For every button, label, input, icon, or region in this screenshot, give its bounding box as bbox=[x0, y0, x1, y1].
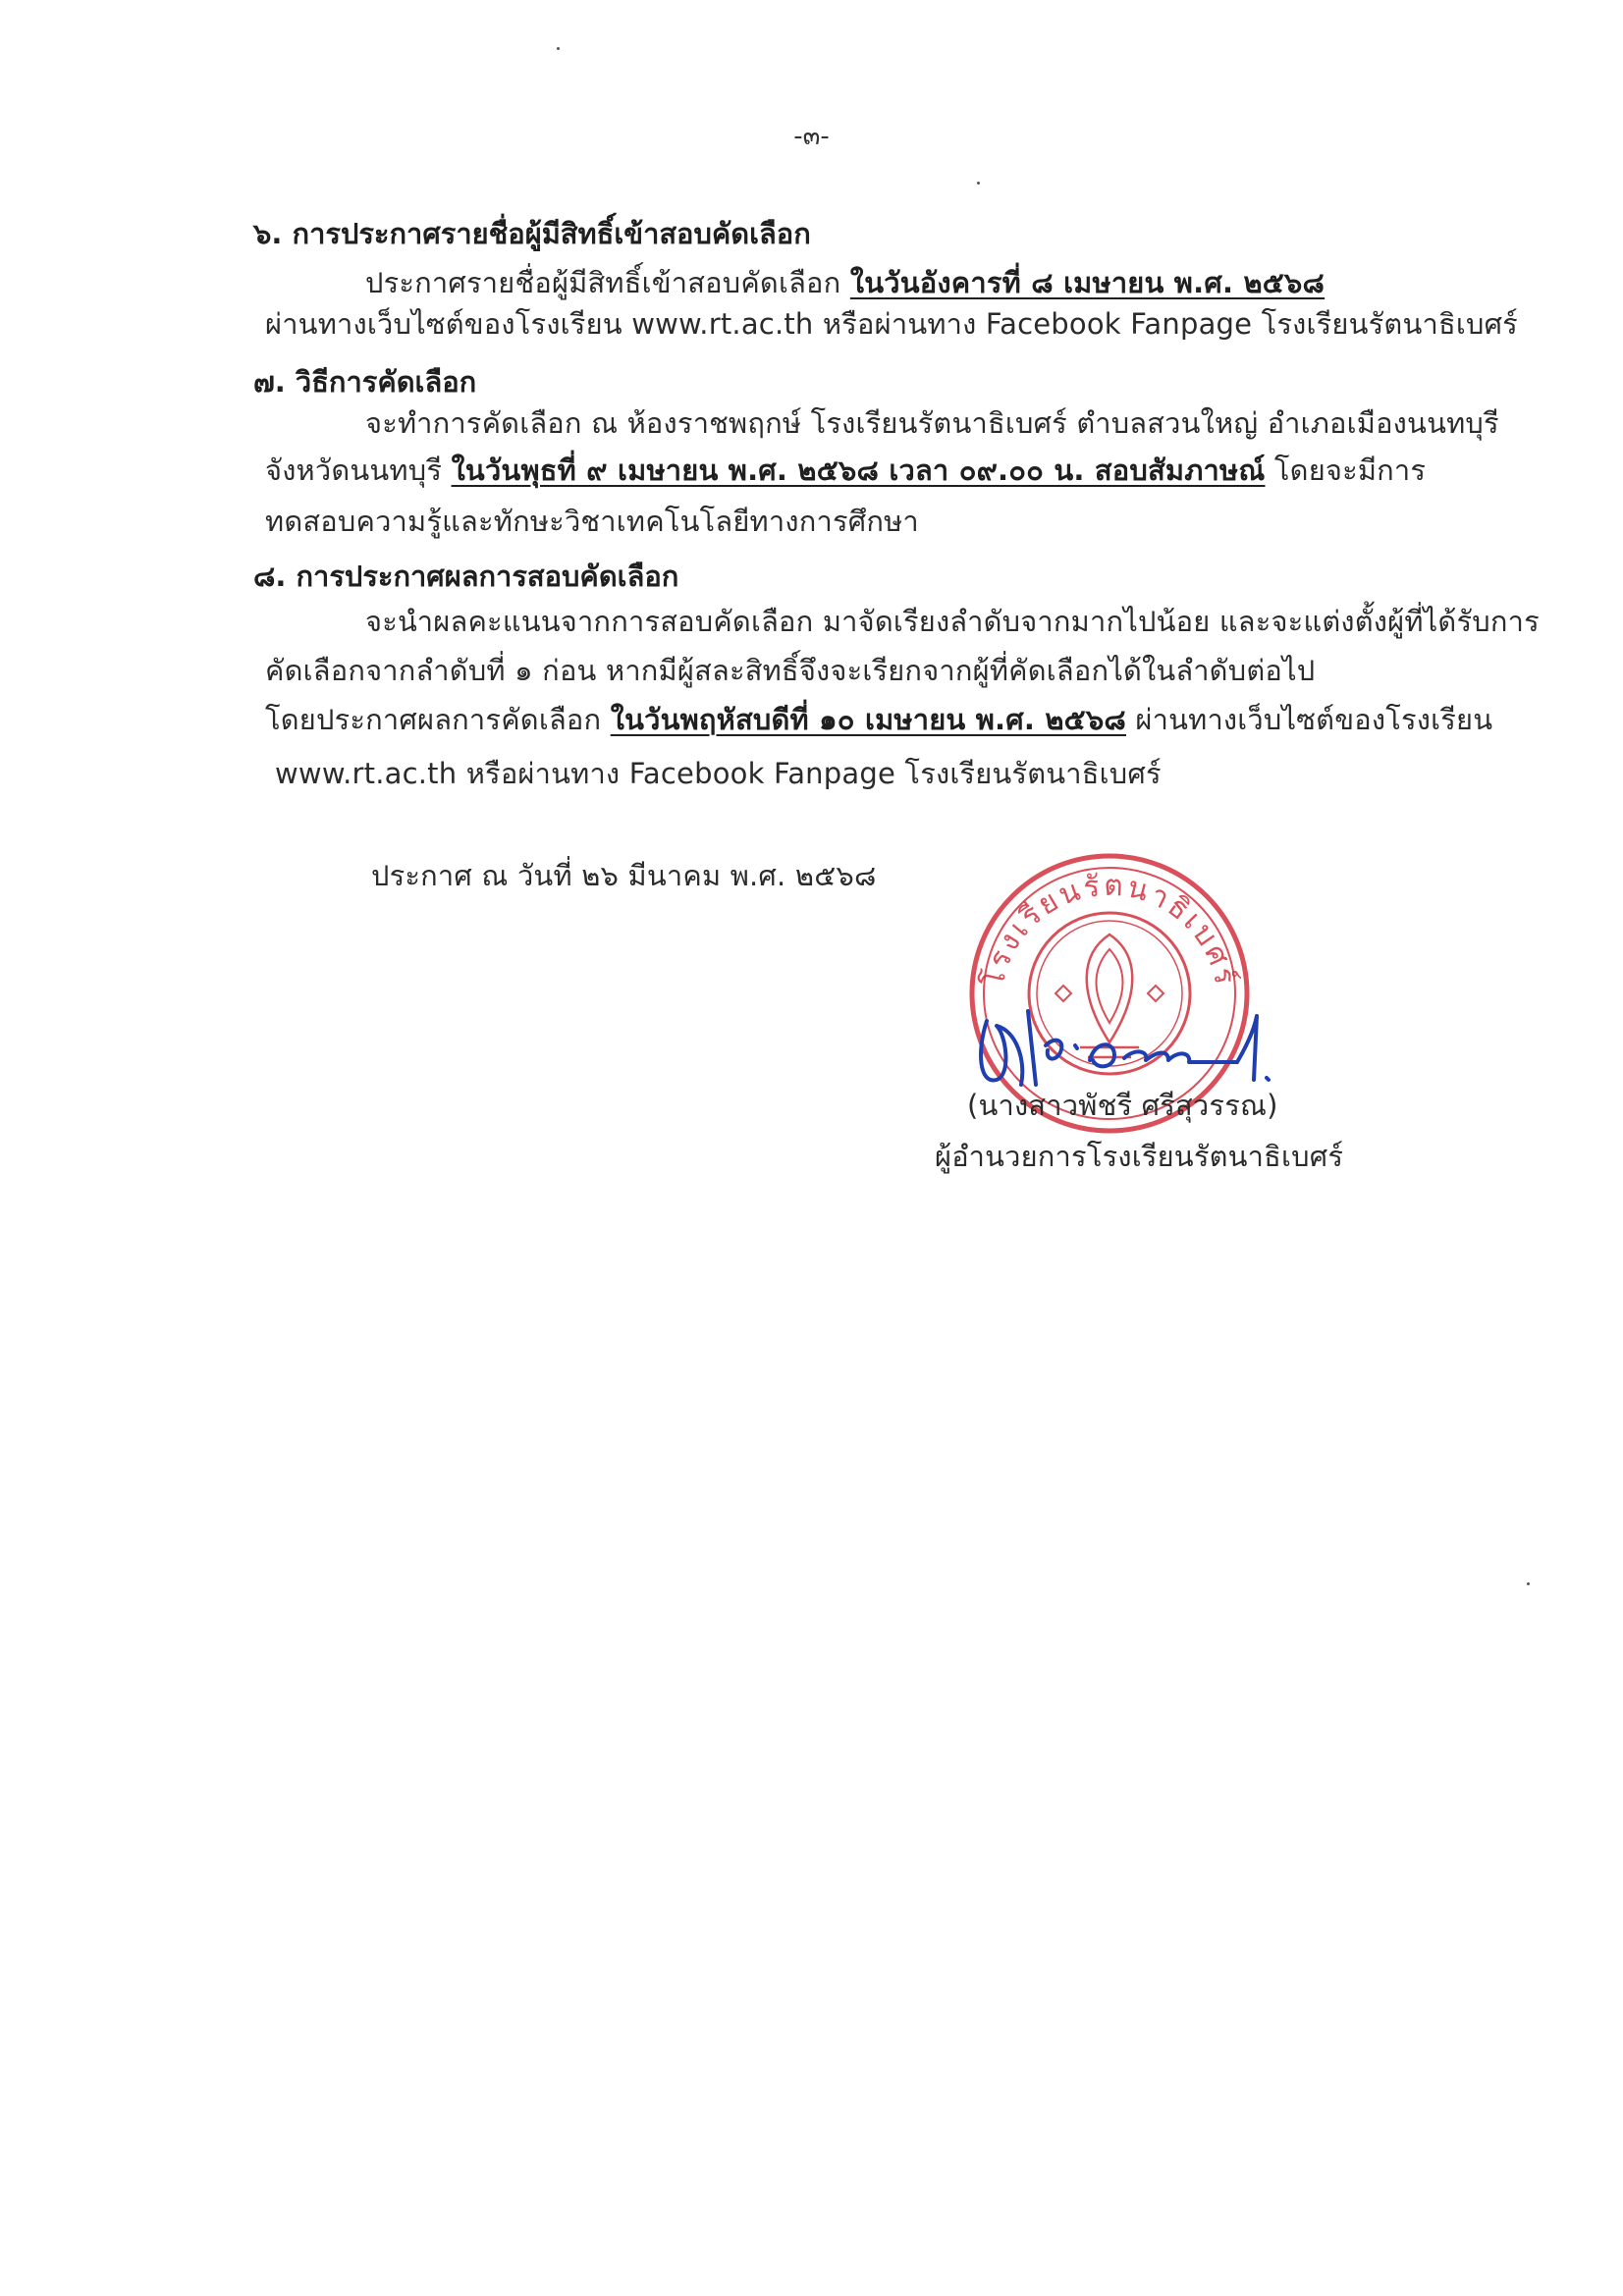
section-8-line-3-prefix: โดยประกาศผลการคัดเลือก bbox=[265, 703, 611, 736]
announcement-date: ประกาศ ณ วันที่ ๒๖ มีนาคม พ.ศ. ๒๕๖๘ bbox=[371, 859, 877, 892]
section-8-heading: ๘. การประกาศผลการสอบคัดเลือก bbox=[253, 560, 679, 593]
section-8-line-1: จะนำผลคะแนนจากการสอบคัดเลือก มาจัดเรียงลำดับจากมากไปน้อย และจะแต่งตั้งผู้ที่ได้รับการ bbox=[365, 605, 1540, 638]
scan-speck bbox=[977, 182, 980, 185]
section-8-date-emphasis: ในวันพฤหัสบดีที่ ๑๐ เมษายน พ.ศ. ๒๕๖๘ bbox=[610, 703, 1127, 736]
scan-speck bbox=[557, 47, 560, 50]
section-6-heading: ๖. การประกาศรายชื่อผู้มีสิทธิ์เข้าสอบคัดเลือก bbox=[253, 217, 811, 250]
section-6-line-2: ผ่านทางเว็บไซต์ของโรงเรียน www.rt.ac.th หรือผ่านทาง Facebook Fanpage โรงเรียนรัตนาธิเบศร์ bbox=[265, 307, 1518, 341]
section-7-line-1: จะทำการคัดเลือก ณ ห้องราชพฤกษ์ โรงเรียนรัตนาธิเบศร์ ตำบลสวนใหญ่ อำเภอเมืองนนทบุรี bbox=[365, 406, 1499, 440]
section-8-line-4: www.rt.ac.th หรือผ่านทาง Facebook Fanpage โรงเรียนรัตนาธิเบศร์ bbox=[275, 757, 1162, 790]
section-7-line-2-suffix: โดยจะมีการ bbox=[1265, 454, 1427, 487]
section-8-line-2: คัดเลือกจากลำดับที่ ๑ ก่อน หากมีผู้สละสิทธิ์จึงจะเรียกจากผู้ที่คัดเลือกได้ในลำดับต่อไป bbox=[265, 654, 1316, 687]
signature-icon bbox=[967, 991, 1281, 1099]
section-6-date-emphasis: ในวันอังคารที่ ๘ เมษายน พ.ศ. ๒๕๖๘ bbox=[849, 266, 1325, 299]
page-number: -๓- bbox=[793, 122, 830, 151]
section-7-line-3: ทดสอบความรู้และทักษะวิชาเทคโนโลยีทางการศึกษา bbox=[265, 505, 919, 538]
scan-speck bbox=[1527, 1582, 1530, 1585]
section-8-line-3-suffix: ผ่านทางเว็บไซต์ของโรงเรียน bbox=[1126, 703, 1493, 736]
section-6-line-1-text: ประกาศรายชื่อผู้มีสิทธิ์เข้าสอบคัดเลือก bbox=[365, 266, 850, 299]
section-7-heading: ๗. วิธีการคัดเลือก bbox=[253, 365, 477, 399]
section-7-date-emphasis: ในวันพุธที่ ๙ เมษายน พ.ศ. ๒๕๖๘ เวลา ๐๙.๐๐ น. สอบสัมภาษณ์ bbox=[451, 454, 1266, 487]
signatory-position: ผู้อำนวยการโรงเรียนรัตนาธิเบศร์ bbox=[935, 1140, 1344, 1173]
seal-text: โรงเรียนรัตนาธิเบศร์ bbox=[976, 868, 1243, 990]
section-8-line-3 bbox=[265, 700, 1492, 739]
section-6-line-1 bbox=[365, 263, 1325, 302]
section-7-line-2-prefix: จังหวัดนนทบุรี bbox=[265, 454, 452, 487]
section-7-line-2 bbox=[265, 451, 1426, 490]
signatory-name: (นางสาวพัชรี ศรีสุวรรณ) bbox=[967, 1089, 1278, 1122]
